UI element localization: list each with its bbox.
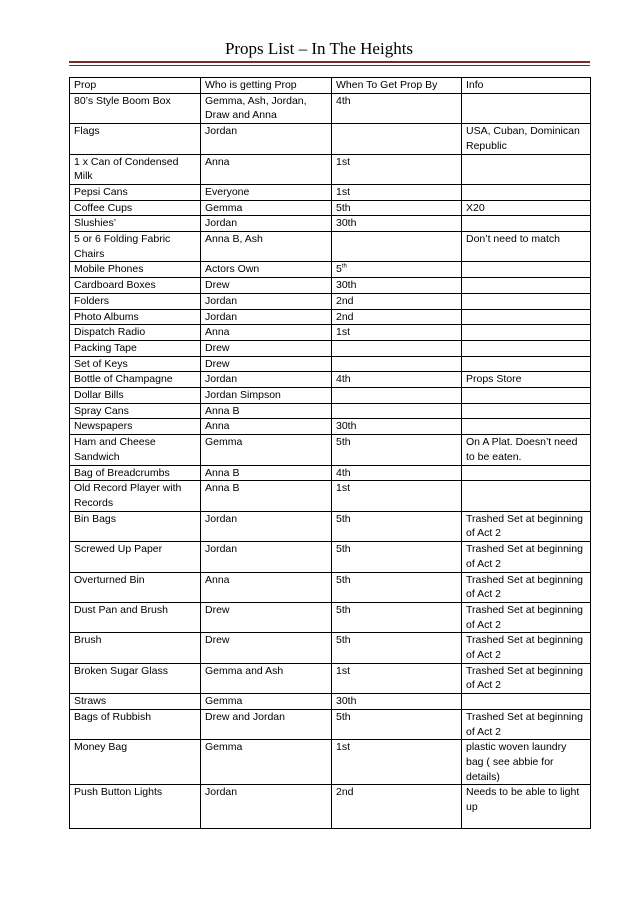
when-value: 5 — [336, 263, 342, 276]
prop-cell: Brush — [70, 633, 201, 663]
when-cell: 5th — [332, 511, 462, 541]
prop-cell: Packing Tape — [70, 340, 201, 356]
info-cell: Trashed Set at beginning of Act 2 — [462, 572, 591, 602]
prop-cell: 80’s Style Boom Box — [70, 93, 201, 123]
header-prop: Prop — [70, 78, 201, 94]
table-row — [70, 262, 591, 278]
when-cell — [332, 262, 462, 278]
table-row — [70, 309, 591, 325]
who-cell: Gemma — [201, 200, 332, 216]
table-row — [70, 419, 591, 435]
when-cell: 5th — [332, 602, 462, 632]
when-cell: 1st — [332, 325, 462, 341]
info-cell — [462, 184, 591, 200]
who-cell: Gemma, Ash, Jordan, Draw and Anna — [201, 93, 332, 123]
prop-cell: Dispatch Radio — [70, 325, 201, 341]
page-title: Props List – In The Heights — [224, 39, 414, 58]
table-row — [70, 602, 591, 632]
prop-cell: Push Button Lights — [70, 785, 201, 829]
table-row — [70, 542, 591, 572]
when-cell: 4th — [332, 372, 462, 388]
prop-cell: Money Bag — [70, 740, 201, 785]
table-row — [70, 388, 591, 404]
table-row — [70, 278, 591, 294]
table-row — [70, 740, 591, 785]
who-cell: Drew — [201, 633, 332, 663]
who-cell: Jordan — [201, 293, 332, 309]
who-cell: Gemma and Ash — [201, 663, 332, 693]
when-cell: 1st — [332, 663, 462, 693]
info-cell: Needs to be able to light up — [462, 785, 591, 829]
table-row — [70, 154, 591, 184]
info-cell: Trashed Set at beginning of Act 2 — [462, 709, 591, 739]
table-row — [70, 403, 591, 419]
prop-cell: Newspapers — [70, 419, 201, 435]
who-cell: Jordan — [201, 542, 332, 572]
table-row — [70, 372, 591, 388]
prop-cell: Straws — [70, 694, 201, 710]
info-cell: Trashed Set at beginning of Act 2 — [462, 511, 591, 541]
when-cell: 2nd — [332, 293, 462, 309]
when-cell: 5th — [332, 709, 462, 739]
table-row — [70, 785, 591, 829]
prop-cell: Coffee Cups — [70, 200, 201, 216]
when-cell: 30th — [332, 278, 462, 294]
prop-cell: Mobile Phones — [70, 262, 201, 278]
when-cell: 4th — [332, 93, 462, 123]
prop-cell: Bottle of Champagne — [70, 372, 201, 388]
when-cell: 2nd — [332, 309, 462, 325]
who-cell: Drew — [201, 602, 332, 632]
table-row — [70, 124, 591, 154]
prop-cell: Photo Albums — [70, 309, 201, 325]
who-cell: Drew — [201, 340, 332, 356]
info-cell: Trashed Set at beginning of Act 2 — [462, 542, 591, 572]
when-cell: 5th — [332, 633, 462, 663]
header-who: Who is getting Prop — [201, 78, 332, 94]
info-cell — [462, 403, 591, 419]
when-cell — [332, 356, 462, 372]
table-row — [70, 465, 591, 481]
who-cell: Jordan — [201, 216, 332, 232]
who-cell: Everyone — [201, 184, 332, 200]
who-cell: Anna — [201, 154, 332, 184]
title-rule-thin — [69, 65, 590, 66]
table-header-row — [70, 78, 591, 94]
info-cell: plastic woven laundry bag ( see abbie for details) — [462, 740, 591, 785]
when-cell: 5th — [332, 542, 462, 572]
who-cell: Gemma — [201, 694, 332, 710]
prop-cell: Dollar Bills — [70, 388, 201, 404]
table-row — [70, 435, 591, 465]
prop-cell: Cardboard Boxes — [70, 278, 201, 294]
when-cell — [332, 232, 462, 262]
info-cell — [462, 465, 591, 481]
who-cell: Jordan Simpson — [201, 388, 332, 404]
info-cell: X20 — [462, 200, 591, 216]
info-cell — [462, 340, 591, 356]
table-row — [70, 325, 591, 341]
info-cell — [462, 262, 591, 278]
prop-cell: 1 x Can of Condensed Milk — [70, 154, 201, 184]
prop-cell: Pepsi Cans — [70, 184, 201, 200]
info-cell — [462, 356, 591, 372]
table-row — [70, 663, 591, 693]
prop-cell: Broken Sugar Glass — [70, 663, 201, 693]
table-row — [70, 93, 591, 123]
info-cell: Don’t need to match — [462, 232, 591, 262]
prop-cell: Overturned Bin — [70, 572, 201, 602]
when-cell: 1st — [332, 740, 462, 785]
prop-cell: 5 or 6 Folding Fabric Chairs — [70, 232, 201, 262]
props-table — [69, 77, 591, 829]
who-cell: Jordan — [201, 124, 332, 154]
table-row — [70, 694, 591, 710]
prop-cell: Old Record Player with Records — [70, 481, 201, 511]
info-cell — [462, 325, 591, 341]
table-row — [70, 356, 591, 372]
who-cell: Actors Own — [201, 262, 332, 278]
header-info: Info — [462, 78, 591, 94]
prop-cell: Ham and Cheese Sandwich — [70, 435, 201, 465]
who-cell: Anna — [201, 419, 332, 435]
title-rule — [69, 61, 590, 63]
when-cell: 5th — [332, 200, 462, 216]
table-row — [70, 572, 591, 602]
who-cell: Jordan — [201, 511, 332, 541]
table-row — [70, 184, 591, 200]
info-cell: Trashed Set at beginning of Act 2 — [462, 633, 591, 663]
when-cell: 30th — [332, 216, 462, 232]
prop-cell: Folders — [70, 293, 201, 309]
info-cell: Trashed Set at beginning of Act 2 — [462, 663, 591, 693]
info-cell — [462, 481, 591, 511]
info-cell — [462, 93, 591, 123]
prop-cell: Screwed Up Paper — [70, 542, 201, 572]
info-cell: Trashed Set at beginning of Act 2 — [462, 602, 591, 632]
table-row — [70, 293, 591, 309]
when-cell: 2nd — [332, 785, 462, 829]
info-cell — [462, 388, 591, 404]
table-row — [70, 633, 591, 663]
when-ordinal-suffix: th — [341, 263, 347, 270]
header-when: When To Get Prop By — [332, 78, 462, 94]
who-cell: Jordan — [201, 372, 332, 388]
who-cell: Drew — [201, 278, 332, 294]
who-cell: Anna B — [201, 481, 332, 511]
prop-cell: Set of Keys — [70, 356, 201, 372]
when-cell — [332, 403, 462, 419]
prop-cell: Spray Cans — [70, 403, 201, 419]
when-cell: 30th — [332, 419, 462, 435]
table-row — [70, 232, 591, 262]
when-cell: 1st — [332, 154, 462, 184]
info-cell — [462, 309, 591, 325]
when-cell — [332, 388, 462, 404]
who-cell: Drew and Jordan — [201, 709, 332, 739]
prop-cell: Bin Bags — [70, 511, 201, 541]
who-cell: Drew — [201, 356, 332, 372]
prop-cell: Bags of Rubbish — [70, 709, 201, 739]
who-cell: Jordan — [201, 309, 332, 325]
who-cell: Gemma — [201, 740, 332, 785]
table-row — [70, 481, 591, 511]
table-row — [70, 200, 591, 216]
when-cell: 4th — [332, 465, 462, 481]
info-cell — [462, 154, 591, 184]
info-cell — [462, 419, 591, 435]
info-cell: On A Plat. Doesn’t need to be eaten. — [462, 435, 591, 465]
when-cell — [332, 340, 462, 356]
table-row — [70, 709, 591, 739]
info-cell — [462, 278, 591, 294]
info-cell — [462, 293, 591, 309]
prop-cell: Flags — [70, 124, 201, 154]
who-cell: Jordan — [201, 785, 332, 829]
who-cell: Gemma — [201, 435, 332, 465]
who-cell: Anna B, Ash — [201, 232, 332, 262]
table-row — [70, 511, 591, 541]
who-cell: Anna B — [201, 465, 332, 481]
who-cell: Anna — [201, 572, 332, 602]
table-row — [70, 340, 591, 356]
when-cell: 5th — [332, 435, 462, 465]
prop-cell: Slushies’ — [70, 216, 201, 232]
table-row — [70, 216, 591, 232]
when-cell: 5th — [332, 572, 462, 602]
info-cell: Props Store — [462, 372, 591, 388]
info-cell — [462, 216, 591, 232]
who-cell: Anna B — [201, 403, 332, 419]
when-cell: 1st — [332, 481, 462, 511]
info-cell: USA, Cuban, Dominican Republic — [462, 124, 591, 154]
when-cell: 1st — [332, 184, 462, 200]
when-cell — [332, 124, 462, 154]
info-cell — [462, 694, 591, 710]
prop-cell: Bag of Breadcrumbs — [70, 465, 201, 481]
who-cell: Anna — [201, 325, 332, 341]
when-cell: 30th — [332, 694, 462, 710]
prop-cell: Dust Pan and Brush — [70, 602, 201, 632]
